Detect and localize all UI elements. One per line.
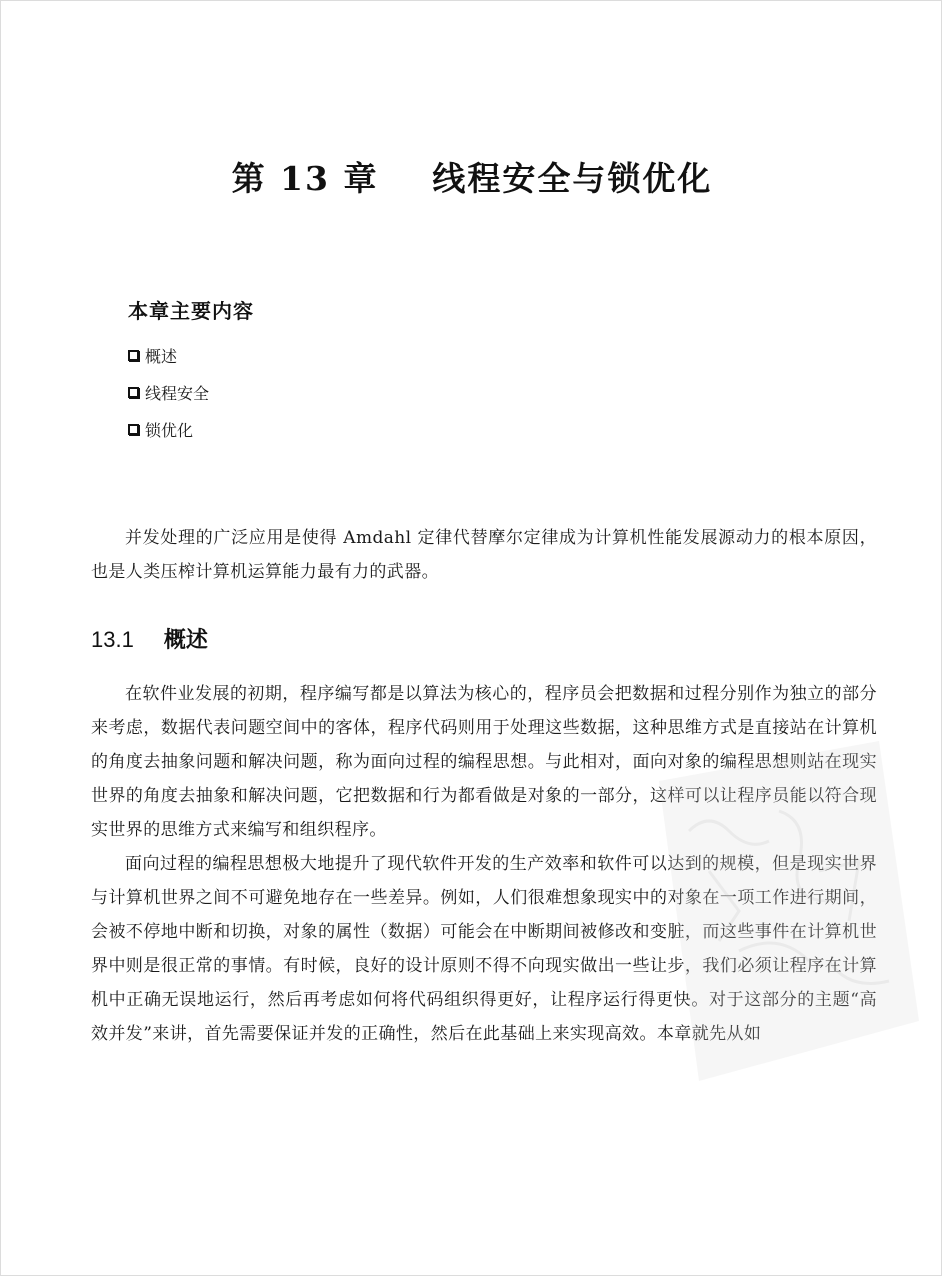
intro-block [91,521,877,589]
checkbox-icon [128,387,139,398]
section-number: 13.1 [91,627,134,652]
body-text [91,677,877,1051]
contents-item [128,419,209,456]
contents-item [128,345,209,382]
contents-heading: 本章主要内容 [128,299,254,323]
section-title: 概述 [163,628,208,653]
intro-paragraph: 并发处理的广泛应用是使得 Amdahl 定律代替摩尔定律成为计算机性能发展源动力的根本原因，也是人类压榨计算机运算能力最有力的武器。 [91,528,877,582]
checkbox-icon [128,350,139,361]
contents-item-label: 锁优化 [145,421,194,440]
contents-item-label: 线程安全 [145,384,210,403]
contents-item-label: 概述 [145,347,178,366]
body-paragraph: 在软件业发展的初期，程序编写都是以算法为核心的，程序员会把数据和过程分别作为独立的部分来考虑，数据代表问题空间中的客体，程序代码则用于处理这些数据，这种思维方式是直接站在计算机的角度去抽象问题和解决问题，称为面向过程的编程思想。与此相对，面向对象的编程思想则站在现实世界的角度去抽象和解决问题，它把数据和行为都看做是对象的一部分，这样可以让程序员能以符合现实世界的思维方式来编写和组织程序。 [91,684,877,840]
contents-list [128,345,209,456]
contents-item [128,382,209,419]
body-paragraph: 面向过程的编程思想极大地提升了现代软件开发的生产效率和软件可以达到的规模，但是现实世界与计算机世界之间不可避免地存在一些差异。例如，人们很难想象现实中的对象在一项工作进行期间，会被不停地中断和切换，对象的属性（数据）可能会在中断期间被修改和变脏，而这些事件在计算机世界中则是很正常的事情。有时候，良好的设计原则不得不向现实做出一些让步，我们必须让程序在计算机中正确无误地运行，然后再考虑如何将代码组织得更好，让程序运行得更快。对于这部分的主题“高效并发”来讲，首先需要保证并发的正确性，然后在此基础上来实现高效。本章就先从如 [91,854,877,1044]
chapter-title: 第 13 章 线程安全与锁优化 [231,159,713,198]
checkbox-icon [128,424,139,435]
section-heading [91,623,208,654]
